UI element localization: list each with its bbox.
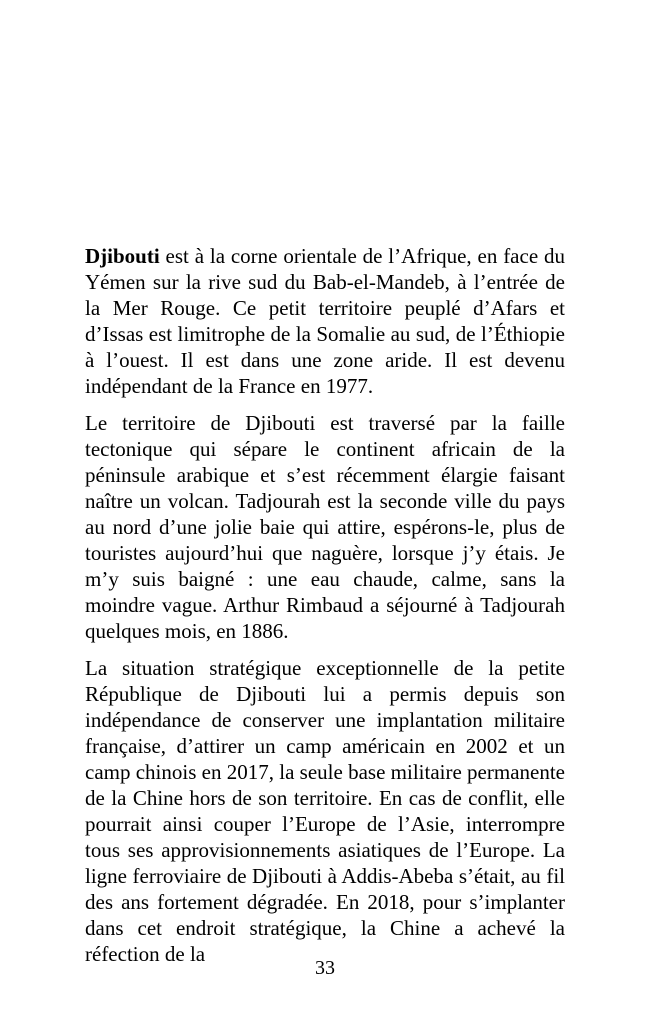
paragraph-djibouti-intro (85, 243, 565, 399)
paragraph-text: La situation stratégique exceptionnelle de la petite République de Djibouti lui a permis depuis son indépendance de conserver une implantation militaire française, d’attirer un camp américain en 2002 et un camp chinois en 2017, la seule base militaire permanente de la Chine hors de son territoire. En cas de conflit, elle pourrait ainsi couper l’Europe de l’Asie, interrompre tous ses approvisionnements asiatiques de l’Europe. La ligne ferroviaire de Djibouti à Addis-Abeba s’était, au fil des ans fortement dégradée. En 2018, pour s’implanter dans cet endroit stratégique, la Chine a achevé la réfection de la (85, 656, 565, 966)
body-text (85, 243, 565, 978)
paragraph-lead-word: Djibouti (85, 244, 160, 268)
paragraph-territoire (85, 410, 565, 644)
paragraph-situation-strategique (85, 655, 565, 967)
paragraph-text: Le territoire de Djibouti est traversé par la faille tectonique qui sépare le continent africain de la péninsule arabique et s’est récemment élargie faisant naître un volcan. Tadjourah est la seconde ville du pays au nord d’une jolie baie qui attire, espérons-le, plus de touristes aujourd’hui que naguère, lorsque j’y étais. Je m’y suis baigné : une eau chaude, calme, sans la moindre vague. Arthur Rimbaud a séjourné à Tadjourah quelques mois, en 1886. (85, 411, 565, 643)
page-number: 33 (315, 957, 335, 979)
paragraph-text: est à la corne orientale de l’Afrique, en face du Yémen sur la rive sud du Bab-el-Mandeb, à l’entrée de la Mer Rouge. Ce petit territoire peuplé d’Afars et d’Issas est limitrophe de la Somalie au sud, de l’Éthiopie à l’ouest. Il est dans une zone aride. Il est devenu indépendant de la France en 1977. (85, 244, 565, 398)
